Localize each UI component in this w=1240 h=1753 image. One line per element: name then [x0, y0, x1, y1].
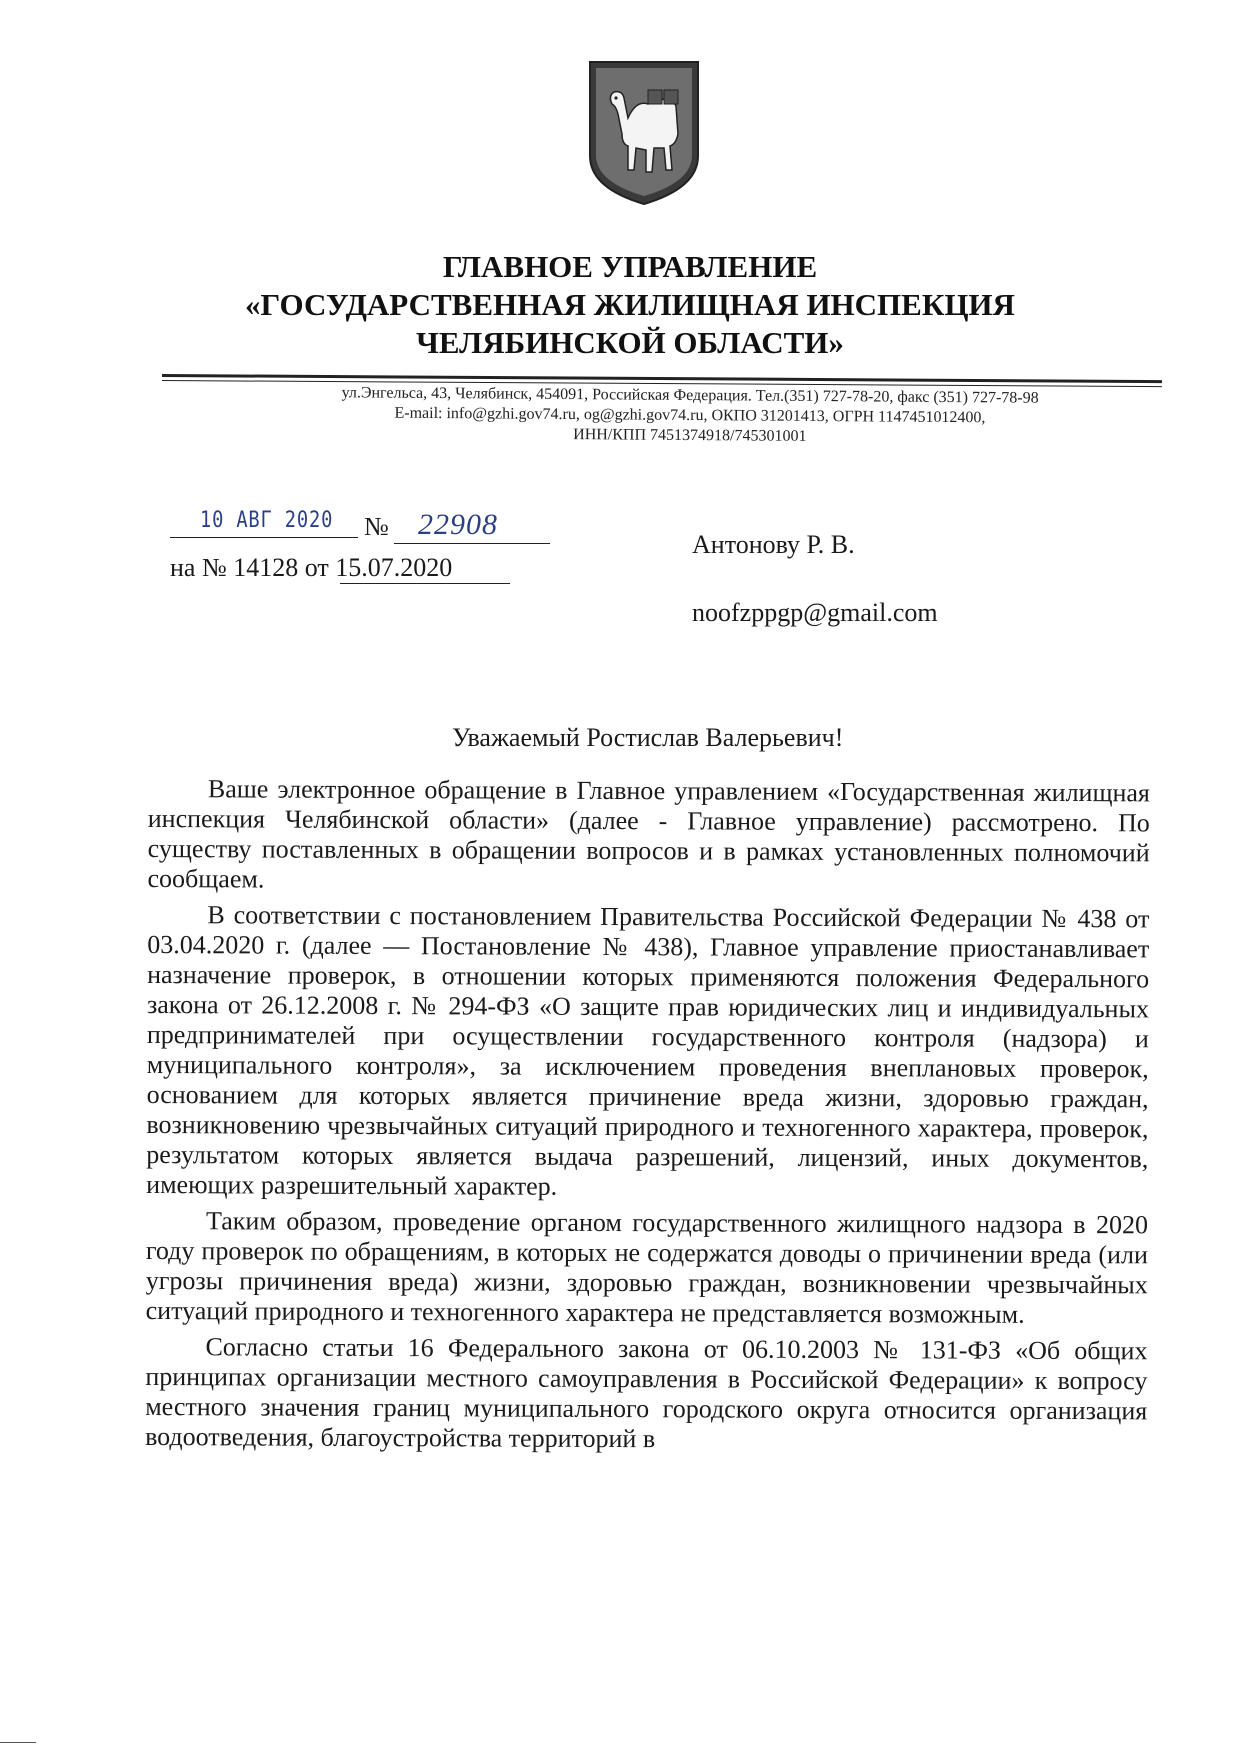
body-paragraph: Таким образом, проведение органом государственного жилищного надзора в 2020 году проверок по обращениям, в которых не содержатся доводы о причинении вреда (или угрозы причинения вреда) жизни, здоровью граждан, возникновении чрезвычайных ситуаций природного и техногенного характера не представляется возможным. [145, 1206, 1149, 1329]
reference-underline [340, 583, 510, 584]
recipient-name: Антонову Р. В. [692, 530, 855, 559]
date-underline [170, 537, 358, 538]
letter-body [145, 774, 1150, 1462]
coat-of-arms-icon [588, 60, 700, 206]
recipient-email: noofzppgp@gmail.com [692, 598, 938, 627]
contact-address: ул.Энгельса, 43, Челябинск, 454091, Российская Федерация. Тел.(351) 727-78-20, факс (351) 727-78-98 [341, 384, 1039, 407]
header-line-1: ГЛАВНОЕ УПРАВЛЕНИЕ [442, 249, 818, 284]
body-paragraph: В соответствии с постановлением Правительства Российской Федерации № 438 от 03.04.2020 г. (далее — Постановление № 438), Главное управление приостанавливает назначение проверок, в отношении которых применяются положения Федерального закона от 26.12.2008 г. № 294-ФЗ «О защите прав юридических лиц и индивидуальных предпринимателей при осуществлении государственного контроля (надзора) и муниципального контроля», за исключением проведения внеплановых проверок, основанием для которых является причинение вреда жизни, здоровью граждан, возникновению чрезвычайных ситуаций природного и техногенного характера, проверок, результатом которых является выдача разрешений, лицензий, иных документов, имеющих разрешительный характер. [146, 900, 1150, 1201]
header-line-3: ЧЕЛЯБИНСКОЙ ОБЛАСТИ» [416, 325, 844, 360]
contact-tax-ids: ИНН/КПП 7451374918/745301001 [573, 426, 807, 445]
header-line-2: «ГОСУДАРСТВЕННАЯ ЖИЛИЩНАЯ ИНСПЕКЦИЯ [245, 287, 1015, 322]
body-paragraph: Ваше электронное обращение в Главное управлением «Государственная жилищная инспекция Челябинской области» (далее - Главное управление) рассмотрено. По существу поставленных в обращении вопросов и в рамках установленных полномочий сообщаем. [147, 774, 1150, 894]
salutation: Уважаемый Ростислав Валерьевич! [452, 723, 844, 752]
contact-emails: E-mail: info@gzhi.gov74.ru, og@gzhi.gov74.ru, ОКПО 31201413, ОГРН 1147451012400, [394, 404, 986, 427]
number-underline [394, 543, 550, 544]
registration-date-stamp: 10 АВГ 2020 [200, 508, 334, 533]
contact-details [260, 383, 1120, 450]
organization-header [190, 248, 1070, 362]
scan-edge-mark [0, 1742, 36, 1743]
number-sign: № [364, 512, 389, 541]
handwritten-outgoing-number: 22908 [418, 508, 498, 541]
body-paragraph: Согласно статьи 16 Федерального закона от 06.10.2003 № 131-ФЗ «Об общих принципах организации местного самоуправления в Российской Федерации» к вопросу местного значения границ муниципального городского округа относится организация водоотведения, благоустройства территорий в [145, 1332, 1148, 1454]
incoming-reference: на № 14128 от 15.07.2020 [170, 553, 453, 582]
